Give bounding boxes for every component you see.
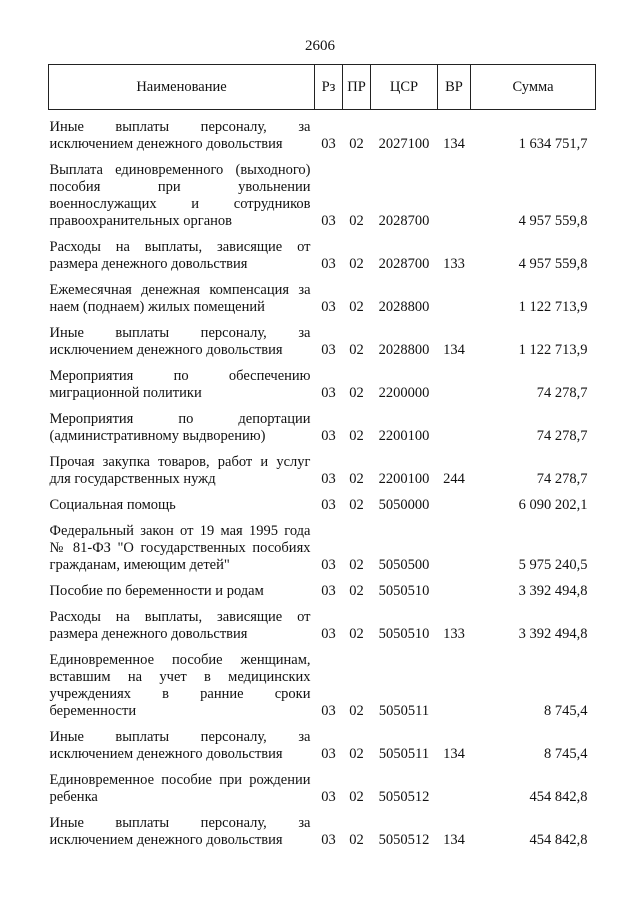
cell-pr: 02 — [349, 299, 364, 315]
cell-csr: 2200100 — [378, 471, 430, 487]
cell-csr: 5050511 — [378, 746, 430, 762]
table-body — [49, 110, 596, 850]
table-row — [49, 609, 596, 643]
table-row — [49, 411, 596, 445]
cell-sum: 454 842,8 — [529, 789, 588, 805]
cell-pr: 02 — [349, 342, 364, 358]
cell-sum: 74 278,7 — [536, 428, 588, 444]
row-spacer — [49, 110, 596, 120]
table-row — [49, 368, 596, 402]
cell-name: Мероприятия по депортации (административному выдворению) — [49, 411, 311, 444]
cell-rz: 03 — [321, 428, 336, 444]
table-row — [49, 652, 596, 720]
row-spacer — [49, 359, 596, 368]
table-row — [49, 523, 596, 574]
table-row — [49, 772, 596, 806]
cell-csr: 2028800 — [378, 342, 430, 358]
cell-sum: 74 278,7 — [536, 385, 588, 401]
cell-sum: 3 392 494,8 — [518, 626, 588, 642]
cell-rz: 03 — [321, 583, 336, 599]
cell-pr: 02 — [349, 385, 364, 401]
cell-name: Иные выплаты персоналу, за исключением денежного довольствия — [49, 729, 311, 762]
cell-rz: 03 — [321, 256, 336, 272]
cell-vr — [438, 411, 471, 445]
table-header-row — [49, 65, 596, 110]
cell-pr: 02 — [349, 832, 364, 848]
cell-vr: 134 — [443, 832, 465, 848]
row-spacer — [49, 643, 596, 652]
cell-name: Единовременное пособие женщинам, вставшим на учет в медицинских учреждениях в ранние сроки беременности — [49, 652, 311, 719]
cell-rz: 03 — [321, 299, 336, 315]
cell-name: Пособие по беременности и родам — [49, 583, 264, 599]
table-row — [49, 325, 596, 359]
cell-name: Выплата единовременного (выходного) пособия при увольнении военнослужащих и сотрудников правоохранительных органов — [49, 162, 311, 229]
table-row — [49, 119, 596, 153]
cell-pr: 02 — [349, 428, 364, 444]
table-row — [49, 282, 596, 316]
row-spacer — [49, 763, 596, 772]
cell-csr: 5050500 — [378, 557, 430, 573]
cell-sum: 4 957 559,8 — [518, 256, 588, 272]
cell-vr — [438, 652, 471, 720]
table-row — [49, 454, 596, 488]
cell-rz: 03 — [321, 385, 336, 401]
cell-rz: 03 — [321, 789, 336, 805]
header-rz: Рз — [315, 65, 343, 110]
cell-sum: 8 745,4 — [544, 746, 588, 762]
cell-sum: 1 122 713,9 — [518, 342, 588, 358]
table-row — [49, 239, 596, 273]
cell-vr: 134 — [443, 342, 465, 358]
row-spacer — [49, 316, 596, 325]
table-row — [49, 583, 596, 600]
cell-name: Иные выплаты персоналу, за исключением денежного довольствия — [49, 325, 311, 358]
cell-name: Расходы на выплаты, зависящие от размера денежного довольствия — [49, 609, 311, 642]
cell-name: Мероприятия по обеспечению миграционной политики — [49, 368, 311, 401]
header-vr: ВР — [438, 65, 471, 110]
cell-csr: 5050510 — [378, 583, 430, 599]
cell-name: Иные выплаты персоналу, за исключением денежного довольствия — [49, 815, 311, 848]
cell-name: Федеральный закон от 19 мая 1995 года № 81-ФЗ "О государственных пособиях гражданам, имеющим детей" — [49, 523, 311, 573]
row-spacer — [49, 514, 596, 523]
cell-name: Единовременное пособие при рождении ребенка — [49, 772, 311, 805]
cell-rz: 03 — [321, 471, 336, 487]
cell-sum: 6 090 202,1 — [518, 497, 588, 513]
table-row — [49, 815, 596, 849]
cell-sum: 1 122 713,9 — [518, 299, 588, 315]
cell-pr: 02 — [349, 136, 364, 152]
cell-csr: 2027100 — [378, 136, 430, 152]
cell-csr: 2028800 — [378, 299, 430, 315]
cell-rz: 03 — [321, 342, 336, 358]
row-spacer — [49, 230, 596, 239]
cell-rz: 03 — [321, 703, 336, 719]
table-row — [49, 497, 596, 514]
table-row — [49, 162, 596, 230]
row-spacer — [49, 600, 596, 609]
cell-csr: 2028700 — [378, 213, 430, 229]
cell-vr: 134 — [443, 136, 465, 152]
cell-name: Социальная помощь — [49, 497, 176, 513]
cell-rz: 03 — [321, 746, 336, 762]
header-name: Наименование — [49, 65, 315, 110]
cell-sum: 4 957 559,8 — [518, 213, 588, 229]
page-number: 2606 — [305, 38, 335, 54]
cell-name: Иные выплаты персоналу, за исключением денежного довольствия — [49, 119, 311, 152]
cell-pr: 02 — [349, 746, 364, 762]
row-spacer — [49, 273, 596, 282]
cell-vr — [438, 583, 471, 600]
cell-sum: 74 278,7 — [536, 471, 588, 487]
cell-csr: 5050512 — [378, 832, 430, 848]
row-spacer — [49, 402, 596, 411]
cell-pr: 02 — [349, 256, 364, 272]
cell-rz: 03 — [321, 557, 336, 573]
cell-pr: 02 — [349, 583, 364, 599]
row-spacer — [49, 574, 596, 583]
header-csr: ЦСР — [371, 65, 438, 110]
row-spacer — [49, 445, 596, 454]
cell-pr: 02 — [349, 557, 364, 573]
cell-name: Прочая закупка товаров, работ и услуг для государственных нужд — [49, 454, 311, 487]
cell-pr: 02 — [349, 789, 364, 805]
cell-pr: 02 — [349, 471, 364, 487]
cell-rz: 03 — [321, 497, 336, 513]
table-row — [49, 729, 596, 763]
cell-csr: 5050510 — [378, 626, 430, 642]
cell-pr: 02 — [349, 497, 364, 513]
cell-name: Расходы на выплаты, зависящие от размера денежного довольствия — [49, 239, 311, 272]
cell-vr — [438, 497, 471, 514]
cell-vr: 134 — [443, 746, 465, 762]
cell-pr: 02 — [349, 213, 364, 229]
cell-vr — [438, 772, 471, 806]
cell-sum: 5 975 240,5 — [518, 557, 588, 573]
row-spacer — [49, 153, 596, 162]
cell-rz: 03 — [321, 136, 336, 152]
cell-sum: 3 392 494,8 — [518, 583, 588, 599]
cell-rz: 03 — [321, 626, 336, 642]
cell-vr — [438, 162, 471, 230]
cell-csr: 5050000 — [378, 497, 430, 513]
cell-rz: 03 — [321, 832, 336, 848]
cell-vr: 244 — [443, 471, 465, 487]
cell-csr: 2200100 — [378, 428, 430, 444]
row-spacer — [49, 488, 596, 497]
cell-csr: 2028700 — [378, 256, 430, 272]
cell-vr — [438, 282, 471, 316]
cell-csr: 5050512 — [378, 789, 430, 805]
cell-vr — [438, 523, 471, 574]
cell-vr — [438, 368, 471, 402]
row-spacer — [49, 720, 596, 729]
header-pr: ПР — [343, 65, 371, 110]
row-spacer — [49, 806, 596, 815]
cell-sum: 1 634 751,7 — [518, 136, 588, 152]
cell-csr: 5050511 — [378, 703, 430, 719]
cell-csr: 2200000 — [378, 385, 430, 401]
cell-sum: 454 842,8 — [529, 832, 588, 848]
cell-pr: 02 — [349, 703, 364, 719]
header-sum: Сумма — [471, 65, 596, 110]
cell-vr: 133 — [443, 256, 465, 272]
cell-pr: 02 — [349, 626, 364, 642]
budget-table — [48, 64, 596, 849]
cell-sum: 8 745,4 — [544, 703, 588, 719]
cell-vr: 133 — [443, 626, 465, 642]
cell-rz: 03 — [321, 213, 336, 229]
cell-name: Ежемесячная денежная компенсация за наем (поднаем) жилых помещений — [49, 282, 311, 315]
